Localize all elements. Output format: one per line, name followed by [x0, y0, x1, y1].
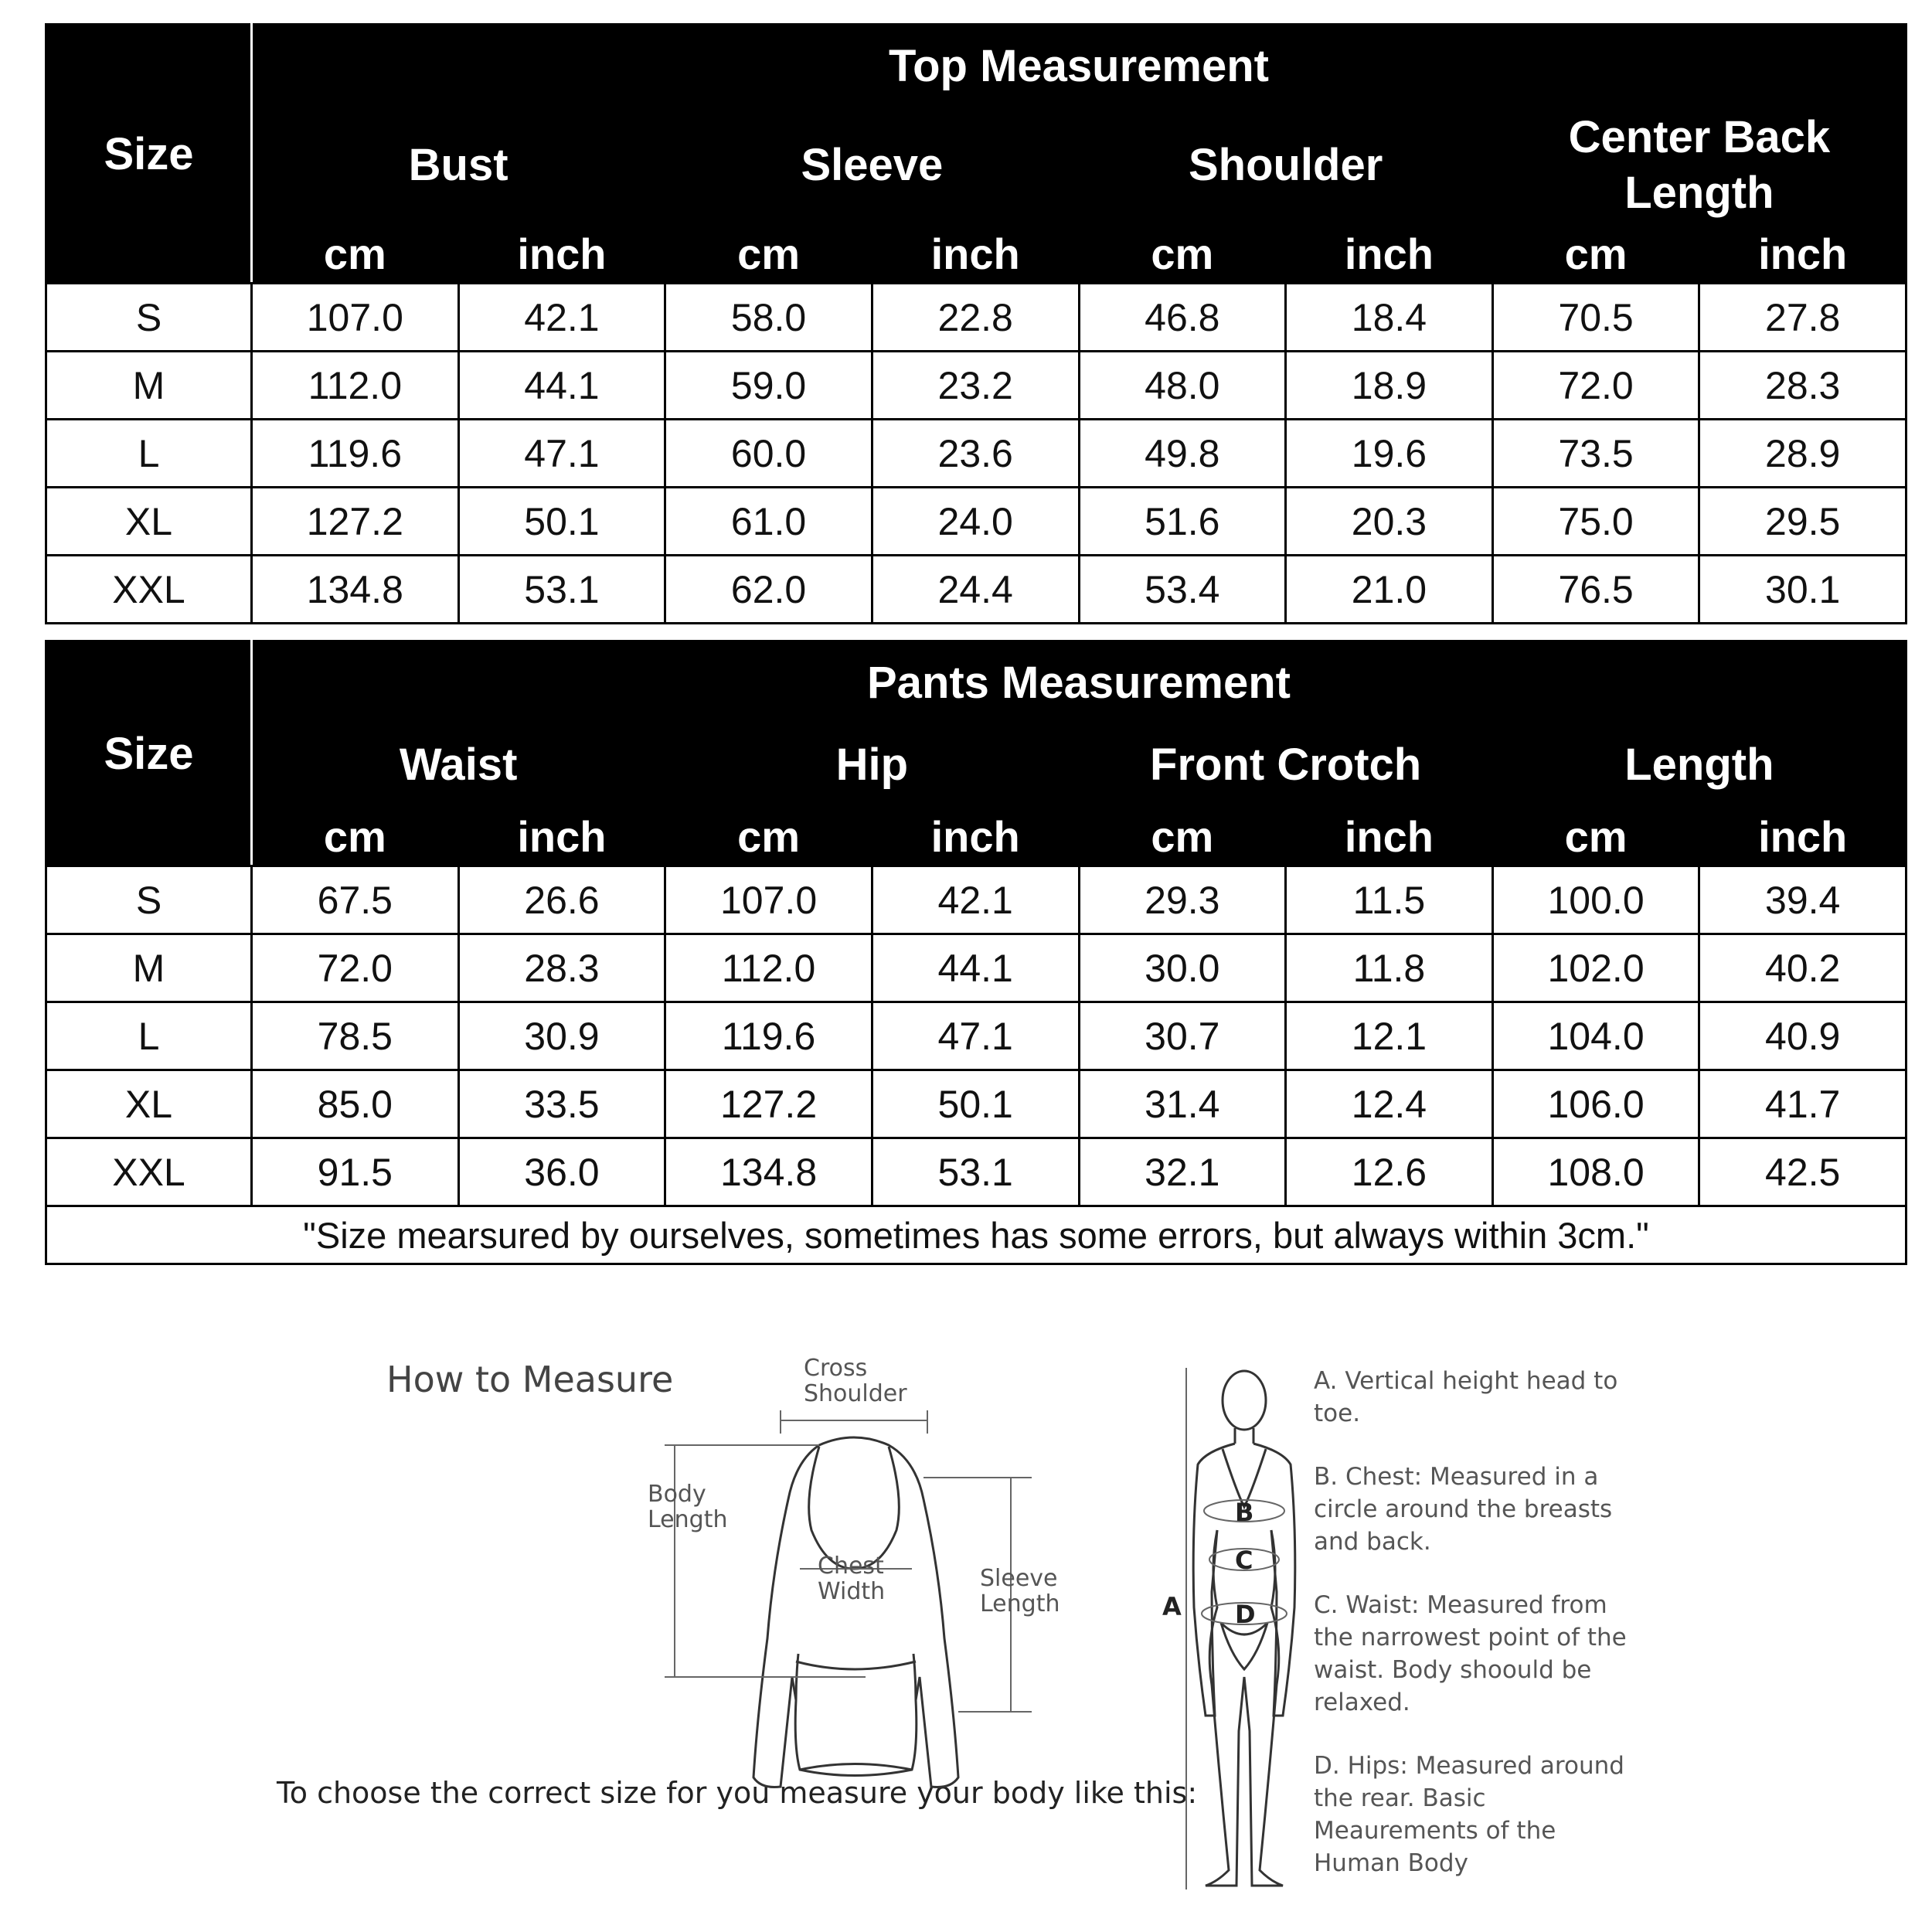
value-cell: 112.0	[252, 352, 459, 420]
value-cell: 12.6	[1286, 1138, 1493, 1206]
body-letter-c: C	[1235, 1546, 1253, 1575]
table-body	[46, 284, 1906, 624]
value-cell: 29.5	[1699, 488, 1906, 556]
value-cell: 62.0	[665, 556, 872, 624]
value-cell: 29.3	[1079, 866, 1286, 934]
value-cell: 106.0	[1492, 1070, 1699, 1138]
value-cell: 24.0	[872, 488, 1079, 556]
value-cell: 112.0	[665, 934, 872, 1002]
garment-diagram	[753, 1437, 958, 1787]
legend-item: C. Waist: Measured from the narrowest point of the waist. Body shoould be relaxed.	[1314, 1591, 1627, 1716]
size-cell: XXL	[46, 556, 252, 624]
table-row	[46, 556, 1906, 624]
unit-header: inch	[1699, 807, 1906, 866]
body-letter-a: A	[1162, 1592, 1182, 1621]
size-cell: XL	[46, 488, 252, 556]
unit-header: cm	[665, 807, 872, 866]
body-letter-d: D	[1235, 1600, 1256, 1629]
size-cell: L	[46, 420, 252, 488]
table-row	[46, 284, 1906, 352]
value-cell: 134.8	[252, 556, 459, 624]
pants-measurement-table	[45, 640, 1907, 1265]
value-cell: 107.0	[665, 866, 872, 934]
size-cell: S	[46, 866, 252, 934]
group-header: Bust	[252, 107, 665, 224]
table-row	[46, 934, 1906, 1002]
value-cell: 23.2	[872, 352, 1079, 420]
value-cell: 28.9	[1699, 420, 1906, 488]
value-cell: 44.1	[872, 934, 1079, 1002]
value-cell: 30.1	[1699, 556, 1906, 624]
table-body	[46, 866, 1906, 1206]
value-cell: 12.4	[1286, 1070, 1493, 1138]
value-cell: 119.6	[252, 420, 459, 488]
value-cell: 28.3	[1699, 352, 1906, 420]
group-header: Waist	[252, 724, 665, 807]
unit-header: cm	[252, 807, 459, 866]
value-cell: 27.8	[1699, 284, 1906, 352]
value-cell: 119.6	[665, 1002, 872, 1070]
unit-header: cm	[1492, 807, 1699, 866]
value-cell: 42.1	[458, 284, 665, 352]
value-cell: 49.8	[1079, 420, 1286, 488]
table-title: Top Measurement	[252, 25, 1906, 107]
value-cell: 60.0	[665, 420, 872, 488]
value-cell: 91.5	[252, 1138, 459, 1206]
value-cell: 47.1	[872, 1002, 1079, 1070]
size-cell: L	[46, 1002, 252, 1070]
value-cell: 58.0	[665, 284, 872, 352]
value-cell: 11.5	[1286, 866, 1493, 934]
table-title: Pants Measurement	[252, 641, 1906, 724]
value-cell: 72.0	[1492, 352, 1699, 420]
value-cell: 30.9	[458, 1002, 665, 1070]
value-cell: 50.1	[872, 1070, 1079, 1138]
group-header: Length	[1492, 724, 1906, 807]
unit-header: inch	[1699, 224, 1906, 284]
table-row	[46, 1138, 1906, 1206]
value-cell: 42.1	[872, 866, 1079, 934]
unit-header: inch	[872, 224, 1079, 284]
measure-legend	[1314, 1365, 1638, 1910]
value-cell: 50.1	[458, 488, 665, 556]
value-cell: 18.9	[1286, 352, 1493, 420]
how-to-measure-title: How to Measure	[386, 1359, 674, 1400]
legend-item: B. Chest: Measured in a circle around the breasts and back.	[1314, 1463, 1613, 1556]
value-cell: 72.0	[252, 934, 459, 1002]
measure-guide	[0, 1314, 1932, 1932]
value-cell: 41.7	[1699, 1070, 1906, 1138]
value-cell: 20.3	[1286, 488, 1493, 556]
size-header: Size	[46, 25, 252, 284]
value-cell: 26.6	[458, 866, 665, 934]
value-cell: 73.5	[1492, 420, 1699, 488]
value-cell: 61.0	[665, 488, 872, 556]
size-cell: M	[46, 352, 252, 420]
unit-header: cm	[252, 224, 459, 284]
value-cell: 127.2	[665, 1070, 872, 1138]
group-header: Front Crotch	[1079, 724, 1492, 807]
group-header: Shoulder	[1079, 107, 1492, 224]
table-row	[46, 420, 1906, 488]
value-cell: 76.5	[1492, 556, 1699, 624]
value-cell: 32.1	[1079, 1138, 1286, 1206]
value-cell: 107.0	[252, 284, 459, 352]
value-cell: 104.0	[1492, 1002, 1699, 1070]
value-cell: 53.4	[1079, 556, 1286, 624]
size-header: Size	[46, 641, 252, 866]
value-cell: 33.5	[458, 1070, 665, 1138]
value-cell: 51.6	[1079, 488, 1286, 556]
value-cell: 67.5	[252, 866, 459, 934]
value-cell: 48.0	[1079, 352, 1286, 420]
value-cell: 70.5	[1492, 284, 1699, 352]
value-cell: 18.4	[1286, 284, 1493, 352]
size-cell: XL	[46, 1070, 252, 1138]
value-cell: 108.0	[1492, 1138, 1699, 1206]
value-cell: 46.8	[1079, 284, 1286, 352]
chest-width-label: Chest	[818, 1553, 884, 1580]
size-disclaimer: "Size mearsured by ourselves, sometimes has some errors, but always within 3cm."	[46, 1206, 1906, 1264]
body-length-label: Length	[648, 1506, 728, 1533]
value-cell: 30.7	[1079, 1002, 1286, 1070]
value-cell: 19.6	[1286, 420, 1493, 488]
size-cell: XXL	[46, 1138, 252, 1206]
value-cell: 44.1	[458, 352, 665, 420]
top-measurement-table	[45, 23, 1907, 624]
table-row	[46, 1002, 1906, 1070]
value-cell: 40.9	[1699, 1002, 1906, 1070]
legend-item: D. Hips: Measured around the rear. Basic Meaurements of the Human Body	[1314, 1752, 1624, 1877]
value-cell: 24.4	[872, 556, 1079, 624]
value-cell: 53.1	[458, 556, 665, 624]
legend-item: A. Vertical height head to toe.	[1314, 1367, 1618, 1427]
table-row	[46, 488, 1906, 556]
table-row	[46, 352, 1906, 420]
value-cell: 30.0	[1079, 934, 1286, 1002]
value-cell: 39.4	[1699, 866, 1906, 934]
unit-header: inch	[1286, 807, 1493, 866]
unit-header: cm	[1079, 224, 1286, 284]
body-length-label: Body	[648, 1481, 706, 1508]
cross-shoulder-label: Shoulder	[804, 1380, 907, 1407]
value-cell: 75.0	[1492, 488, 1699, 556]
unit-header: inch	[1286, 224, 1493, 284]
value-cell: 127.2	[252, 488, 459, 556]
size-cell: M	[46, 934, 252, 1002]
value-cell: 31.4	[1079, 1070, 1286, 1138]
measure-instruction: To choose the correct size for you measure your body like this:	[277, 1776, 1198, 1810]
unit-header: cm	[1079, 807, 1286, 866]
unit-header: inch	[872, 807, 1079, 866]
size-cell: S	[46, 284, 252, 352]
group-header: Hip	[665, 724, 1079, 807]
chest-width-label: Width	[818, 1578, 886, 1605]
value-cell: 85.0	[252, 1070, 459, 1138]
value-cell: 100.0	[1492, 866, 1699, 934]
value-cell: 134.8	[665, 1138, 872, 1206]
value-cell: 59.0	[665, 352, 872, 420]
group-header: Sleeve	[665, 107, 1079, 224]
value-cell: 78.5	[252, 1002, 459, 1070]
value-cell: 22.8	[872, 284, 1079, 352]
table-row	[46, 1070, 1906, 1138]
sleeve-length-label: Length	[980, 1590, 1060, 1617]
unit-header: inch	[458, 224, 665, 284]
group-header: Center Back Length	[1492, 107, 1906, 224]
measure-illustration	[0, 1314, 1932, 1932]
value-cell: 36.0	[458, 1138, 665, 1206]
table-row	[46, 866, 1906, 934]
unit-header: cm	[1492, 224, 1699, 284]
unit-header: inch	[458, 807, 665, 866]
value-cell: 21.0	[1286, 556, 1493, 624]
cross-shoulder-label: Cross	[804, 1355, 868, 1382]
body-letter-b: B	[1235, 1498, 1254, 1527]
value-cell: 23.6	[872, 420, 1079, 488]
value-cell: 12.1	[1286, 1002, 1493, 1070]
sleeve-length-label: Sleeve	[980, 1565, 1058, 1592]
value-cell: 53.1	[872, 1138, 1079, 1206]
value-cell: 47.1	[458, 420, 665, 488]
value-cell: 42.5	[1699, 1138, 1906, 1206]
unit-header: cm	[665, 224, 872, 284]
value-cell: 11.8	[1286, 934, 1493, 1002]
value-cell: 28.3	[458, 934, 665, 1002]
value-cell: 102.0	[1492, 934, 1699, 1002]
value-cell: 40.2	[1699, 934, 1906, 1002]
